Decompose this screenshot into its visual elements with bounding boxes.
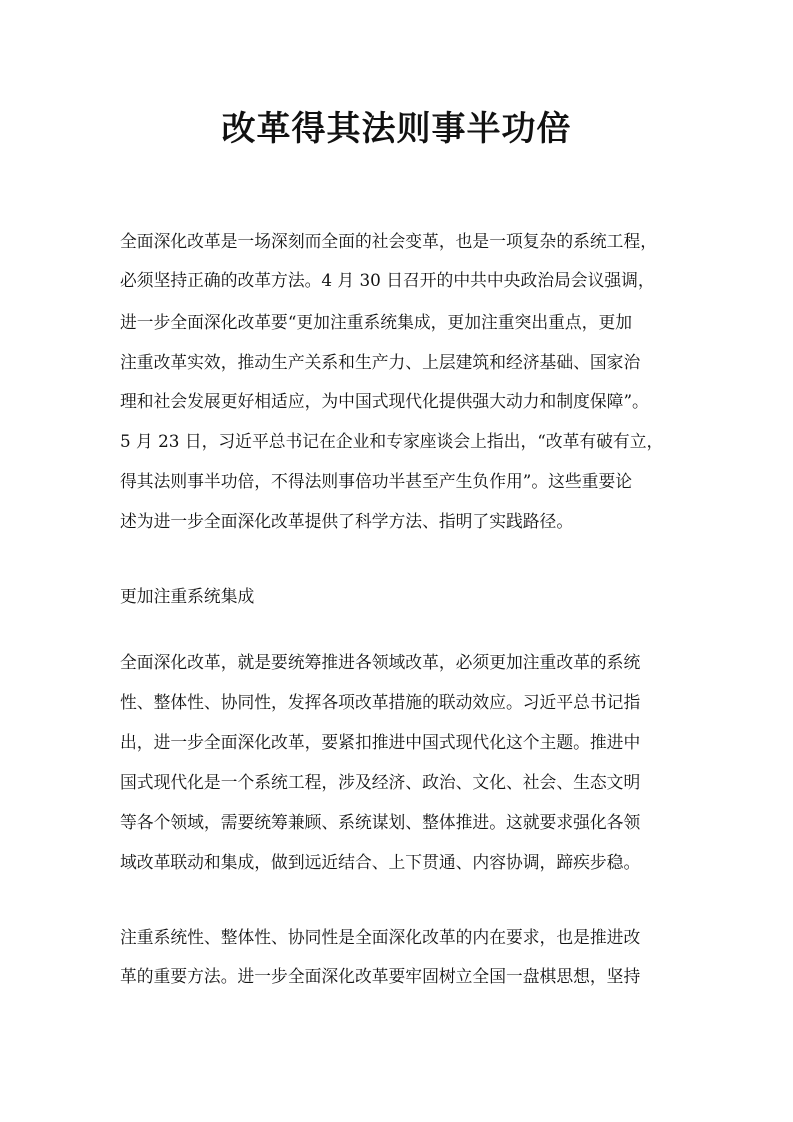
paragraph-line: 全面深化改革，就是要统筹推进各领域改革，必须更加注重改革的系统 (120, 652, 641, 672)
paragraph-line: 进一步全面深化改革要“更加注重系统集成，更加注重突出重点，更加 (120, 312, 633, 332)
paragraph-line: 5 月 23 日，习近平总书记在企业和专家座谈会上指出，“改革有破有立， (120, 431, 664, 451)
paragraph-line: 全面深化改革是一场深刻而全面的社会变革，也是一项复杂的系统工程， (120, 231, 658, 251)
paragraph-line: 性、整体性、协同性，发挥各项改革措施的联动效应。习近平总书记指 (120, 692, 641, 712)
paragraph-line: 出，进一步全面深化改革，要紧扣推进中国式现代化这个主题。推进中 (120, 732, 641, 752)
paragraph-line: 域改革联动和集成，做到远近结合、上下贯通、内容协调，蹄疾步稳。 (120, 852, 641, 872)
paragraph-line: 等各个领域，需要统筹兼顾、系统谋划、整体推进。这就要求强化各领 (120, 812, 641, 832)
document-title: 改革得其法则事半功倍 (221, 109, 572, 149)
paragraph-line: 国式现代化是一个系统工程，涉及经济、政治、文化、社会、生态文明 (120, 772, 641, 792)
paragraph-line: 必须坚持正确的改革方法。4 月 30 日召开的中共中央政治局会议强调， (120, 270, 655, 290)
paragraph-line: 注重系统性、整体性、协同性是全面深化改革的内在要求，也是推进改 (120, 927, 641, 947)
section-heading: 更加注重系统集成 (120, 586, 255, 606)
paragraph-line: 革的重要方法。进一步全面深化改革要牢固树立全国一盘棋思想，坚持 (120, 966, 641, 986)
paragraph-line: 得其法则事半功倍，不得法则事倍功半甚至产生负作用”。这些重要论 (120, 471, 633, 491)
paragraph-line: 理和社会发展更好相适应，为中国式现代化提供强大动力和制度保障”。 (120, 391, 649, 411)
paragraph-line: 注重改革实效，推动生产关系和生产力、上层建筑和经济基础、国家治 (120, 352, 641, 372)
paragraph-line: 述为进一步全面深化改革提供了科学方法、指明了实践路径。 (120, 511, 574, 531)
